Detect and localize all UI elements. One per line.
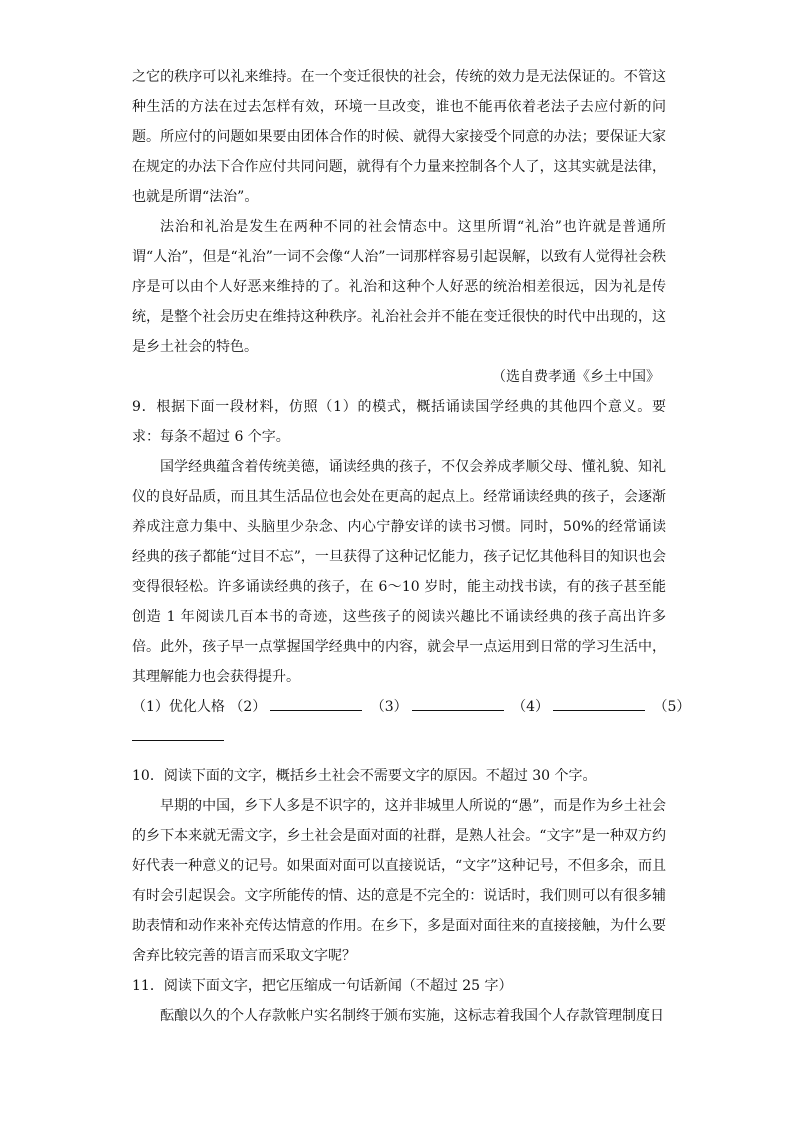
question-9-material: 国学经典蕴含着传统美德，诵读经典的孩子，不仅会养成孝顺父母、懂礼貌、知礼仪的良好品质，而且其生活品位也会处在更高的起点上。经常诵读经典的孩子，会逐渐养成注意力集中、头脑里少杂念、内心宁静安详的读书习惯。同时，50%的经常诵读经典的孩子都能“过目不忘”，一旦获得了这种记忆能力，孩子记忆其他科目的知识也会变得很轻松。许多诵读经典的孩子，在 6～10 岁时，能主动找书读，有的孩子甚至能创造 1 年阅读几百本书的奇迹，这些孩子的阅读兴趣比不诵读经典的孩子高出许多倍。此外，孩子早一点掌握国学经典中的内容，就会早一点运用到日常的学习生活中，其理解能力也会获得提升。 — [132, 459, 666, 685]
question-9-prompt: 9．根据下面一段材料，仿照（1）的模式，概括诵读国学经典的其他四个意义。要求：每条不超过 6 个字。 — [132, 399, 666, 445]
answer-item-4-label: （4） — [512, 699, 550, 715]
passage-source: （选自费孝通《乡土中国》 — [492, 369, 660, 385]
question-11-material: 酝酿以久的个人存款帐户实名制终于颁布实施，这标志着我国个人存款管理制度日 — [160, 1008, 664, 1024]
passage-paragraph: 之它的秩序可以礼来维持。在一个变迁很快的社会，传统的效力是无法保证的。不管这种生活的方法在过去怎样有效，环境一旦改变，谁也不能再依着老法子去应付新的问题。所应付的问题如果要由团体合作的时候、就得大家接受个同意的办法；要保证大家在规定的办法下合作应付共同问题，就得有个力量来控制各个人了，这其实就是法律，也就是所谓“法治”。 — [132, 69, 666, 205]
answer-item-1: （1）优化人格 — [132, 699, 225, 715]
answer-item-5-label: （5） — [653, 699, 691, 715]
passage-paragraph: 法治和礼治是发生在两种不同的社会情态中。这里所谓“礼治”也许就是普通所谓“人治”，但是“礼治”一词不会像“人治”一词那样容易引起误解，以致有人觉得社会秩序是可以由个人好恶来维持的了。礼治和这种个人好恶的统治相差很远，因为礼是传统，是整个社会历史在维持这种秩序。礼治社会并不能在变迁很快的时代中出现的，这是乡土社会的特色。 — [132, 219, 666, 355]
question-10-prompt: 10．阅读下面的文字，概括乡土社会不需要文字的原因。不超过 30 个字。 — [132, 768, 597, 784]
answer-item-3-label: （3） — [370, 699, 408, 715]
document-page — [132, 62, 691, 1031]
question-9-answer-line — [132, 692, 691, 722]
answer-blank-3[interactable] — [412, 694, 504, 711]
answer-blank-2[interactable] — [270, 694, 362, 711]
question-10-material: 早期的中国，乡下人多是不识字的，这并非城里人所说的“愚”，而是作为乡土社会的乡下本来就无需文字，乡土社会是面对面的社群，是熟人社会。“文字”是一种双方约好代表一种意义的记号。如果面对面可以直接说话，“文字”这种记号，不但多余，而且有时会引起误会。文字所能传的情、达的意是不完全的：说话时，我们则可以有很多辅助表情和动作来补充传达情意的作用。在乡下，多是面对面往来的直接接触，为什么要舍弃比较完善的语言而采取文字呢？ — [132, 798, 666, 964]
question-11-prompt: 11．阅读下面文字，把它压缩成一句话新闻（不超过 25 字） — [132, 978, 513, 994]
answer-blank-4[interactable] — [553, 694, 645, 711]
answer-blank-5[interactable] — [132, 740, 224, 741]
answer-item-2-label: （2） — [229, 699, 267, 715]
